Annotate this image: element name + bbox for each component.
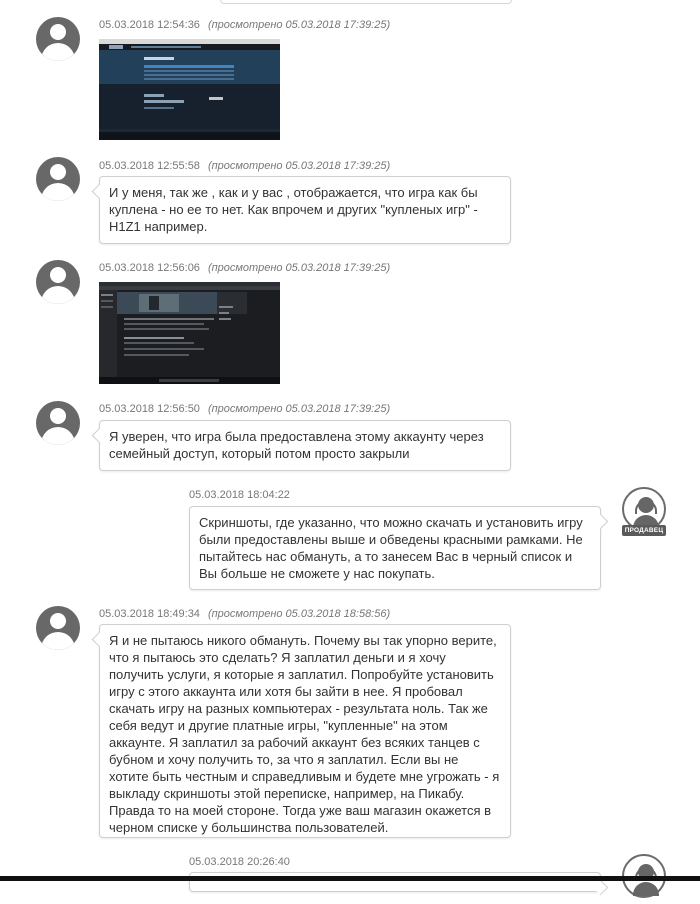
seller-avatar: [622, 487, 666, 537]
message-bubble: [189, 872, 601, 892]
user-avatar-icon: [36, 260, 80, 304]
message-viewed: (просмотрено 05.03.2018 18:58:56): [207, 608, 391, 620]
message-viewed: (просмотрено 05.03.2018 17:39:25): [207, 160, 391, 172]
message-text: Я уверен, что игра была предоставлена этому аккаунту через семейный доступ, который потом просто закрыли: [109, 429, 484, 461]
user-avatar-icon: [36, 606, 80, 650]
message-bubble: [99, 624, 511, 838]
message-meta: [99, 160, 390, 172]
seller-badge: ПРОДАВЕЦ: [622, 525, 666, 536]
user-avatar-icon: [36, 157, 80, 201]
steam-store-page-screenshot[interactable]: [99, 282, 280, 384]
message-time: 05.03.2018 20:26:40: [189, 856, 290, 868]
message-meta: [99, 262, 390, 274]
message-time: 05.03.2018 12:56:50: [99, 403, 200, 415]
message-text: Я и не пытаюсь никого обмануть. Почему вы так упорно верите, что я пытаюсь это сделать? Я заплатил деньги и я хочу получить услуги, я которые я заплатил. Попробуйте установить игру с этого аккаунта или хотя бы зайти в нее. Я пробовал скачать игру на разных компьютерах - результата ноль. Так же себя ведут и другие платные игры, "купленные" на этом аккаунте. Я заплатил за рабочий аккаунт без всяких танцев с бубном и хочу получить то, за что я заплатил. Если вы не хотите быть честным и справедливым и будете мне угрожать - я выкладу скриншоты этой переписке, например, на Пикабу. Правда то на моей стороне. Тогда уже ваш магазин окажется в черном списке у большинства пользователей.: [109, 633, 500, 835]
previous-message-edge: [220, 0, 512, 4]
screenshot-image: [99, 282, 280, 384]
message-time: 05.03.2018 12:55:58: [99, 160, 200, 172]
message-text: Скриншоты, где указанно, что можно скачать и установить игру были предоставлены выше и обведены красными рамками. Не пытайтесь нас обмануть, а то занесем Вас в черный список и Вы больше не сможете у нас покупать.: [199, 515, 583, 581]
message-viewed: (просмотрено 05.03.2018 17:39:25): [207, 262, 391, 274]
screenshot-image: [99, 39, 280, 140]
message-meta: [189, 856, 290, 868]
user-avatar-icon: [36, 401, 80, 445]
message-meta: [99, 19, 390, 31]
message-time: 05.03.2018 12:56:06: [99, 262, 200, 274]
message-meta: [189, 489, 290, 501]
message-meta: [99, 608, 390, 620]
message-viewed: (просмотрено 05.03.2018 17:39:25): [207, 19, 391, 31]
steam-library-screenshot[interactable]: [99, 39, 280, 140]
message-bubble: [99, 176, 511, 244]
message-bubble: [99, 420, 511, 471]
message-text: И у меня, так же , как и у вас , отображается, что игра как бы куплена - но ее то нет. Как впрочем и других "купленых игр" - H1Z1 например.: [109, 185, 478, 234]
message-time: 05.03.2018 12:54:36: [99, 19, 200, 31]
message-bubble: [189, 506, 601, 590]
message-time: 05.03.2018 18:04:22: [189, 489, 290, 501]
message-meta: [99, 403, 390, 415]
message-time: 05.03.2018 18:49:34: [99, 608, 200, 620]
message-viewed: (просмотрено 05.03.2018 17:39:25): [207, 403, 391, 415]
bottom-edge: [0, 876, 700, 881]
user-avatar-icon: [36, 17, 80, 61]
